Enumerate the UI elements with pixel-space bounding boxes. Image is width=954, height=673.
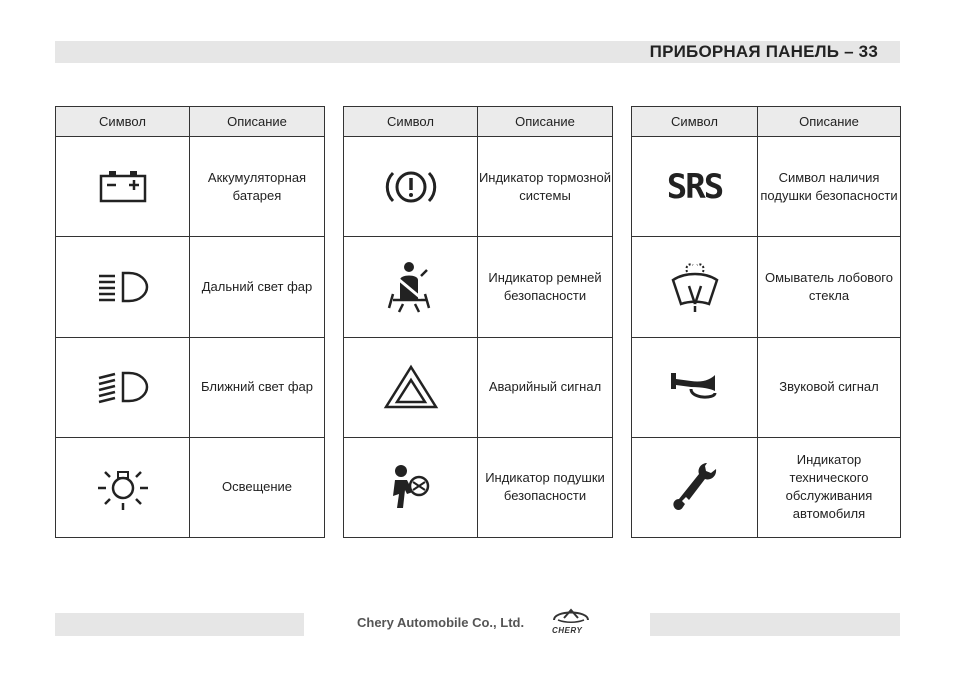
lighting-icon	[95, 462, 151, 512]
battery-icon	[97, 169, 149, 205]
high-beam-icon	[95, 269, 151, 305]
symbol-cell	[632, 337, 758, 437]
description-cell: Индикатор технического обслуживания автомобиля	[758, 437, 901, 537]
srs-icon: SRS	[666, 166, 723, 207]
footer-bar-right	[650, 613, 900, 636]
table-header-row	[632, 107, 901, 137]
symbol-cell	[344, 337, 478, 437]
symbol-table-1	[55, 106, 325, 538]
symbol-cell	[56, 437, 190, 537]
wrench-icon	[667, 459, 723, 515]
table-row	[344, 137, 613, 237]
column-header-description: Описание	[478, 107, 613, 137]
table-row	[632, 237, 901, 337]
symbol-table-3	[631, 106, 901, 538]
table-row	[344, 337, 613, 437]
description-cell: Звуковой сигнал	[758, 337, 901, 437]
symbol-cell	[56, 137, 190, 237]
table-row	[56, 337, 325, 437]
column-header-description: Описание	[758, 107, 901, 137]
table-row	[632, 137, 901, 237]
description-cell: Аварийный сигнал	[478, 337, 613, 437]
description-cell: Освещение	[190, 437, 325, 537]
header-bar	[55, 41, 900, 63]
chery-logo-icon	[546, 606, 596, 628]
description-cell: Омыватель лобового стекла	[758, 237, 901, 337]
seatbelt-icon	[383, 260, 439, 314]
description-cell: Индикатор тормозной системы	[478, 137, 613, 237]
description-cell: Дальний свет фар	[190, 237, 325, 337]
footer-company-name: Chery Automobile Co., Ltd.	[357, 615, 525, 630]
horn-icon	[667, 369, 723, 405]
symbol-cell	[344, 237, 478, 337]
symbol-cell	[632, 237, 758, 337]
description-cell: Индикатор ремней безопасности	[478, 237, 613, 337]
table-header-row	[56, 107, 325, 137]
hazard-triangle-icon	[383, 364, 439, 410]
table-row	[632, 337, 901, 437]
symbol-cell	[344, 437, 478, 537]
table-row	[632, 437, 901, 537]
page-title: ПРИБОРНАЯ ПАНЕЛЬ – 33	[649, 42, 878, 61]
footer-bar-left	[55, 613, 304, 636]
table-row	[344, 237, 613, 337]
symbol-cell	[632, 437, 758, 537]
description-cell: Индикатор подушки безопасности	[478, 437, 613, 537]
column-header-symbol: Символ	[56, 107, 190, 137]
description-cell: Аккумуляторная батарея	[190, 137, 325, 237]
symbol-cell	[632, 137, 758, 237]
symbol-cell	[56, 337, 190, 437]
column-header-description: Описание	[190, 107, 325, 137]
table-row	[56, 437, 325, 537]
symbol-cell	[344, 137, 478, 237]
symbol-table-2	[343, 106, 613, 538]
windshield-washer-icon	[667, 260, 723, 314]
table-header-row	[344, 107, 613, 137]
column-header-symbol: Символ	[632, 107, 758, 137]
airbag-icon	[383, 462, 439, 512]
footer-logo-text: CHERY	[552, 626, 583, 635]
table-row	[344, 437, 613, 537]
low-beam-icon	[95, 369, 151, 405]
symbol-cell	[56, 237, 190, 337]
column-header-symbol: Символ	[344, 107, 478, 137]
table-row	[56, 137, 325, 237]
brake-warning-icon	[383, 165, 439, 209]
description-cell: Ближний свет фар	[190, 337, 325, 437]
table-row	[56, 237, 325, 337]
description-cell: Символ наличия подушки безопасности	[758, 137, 901, 237]
